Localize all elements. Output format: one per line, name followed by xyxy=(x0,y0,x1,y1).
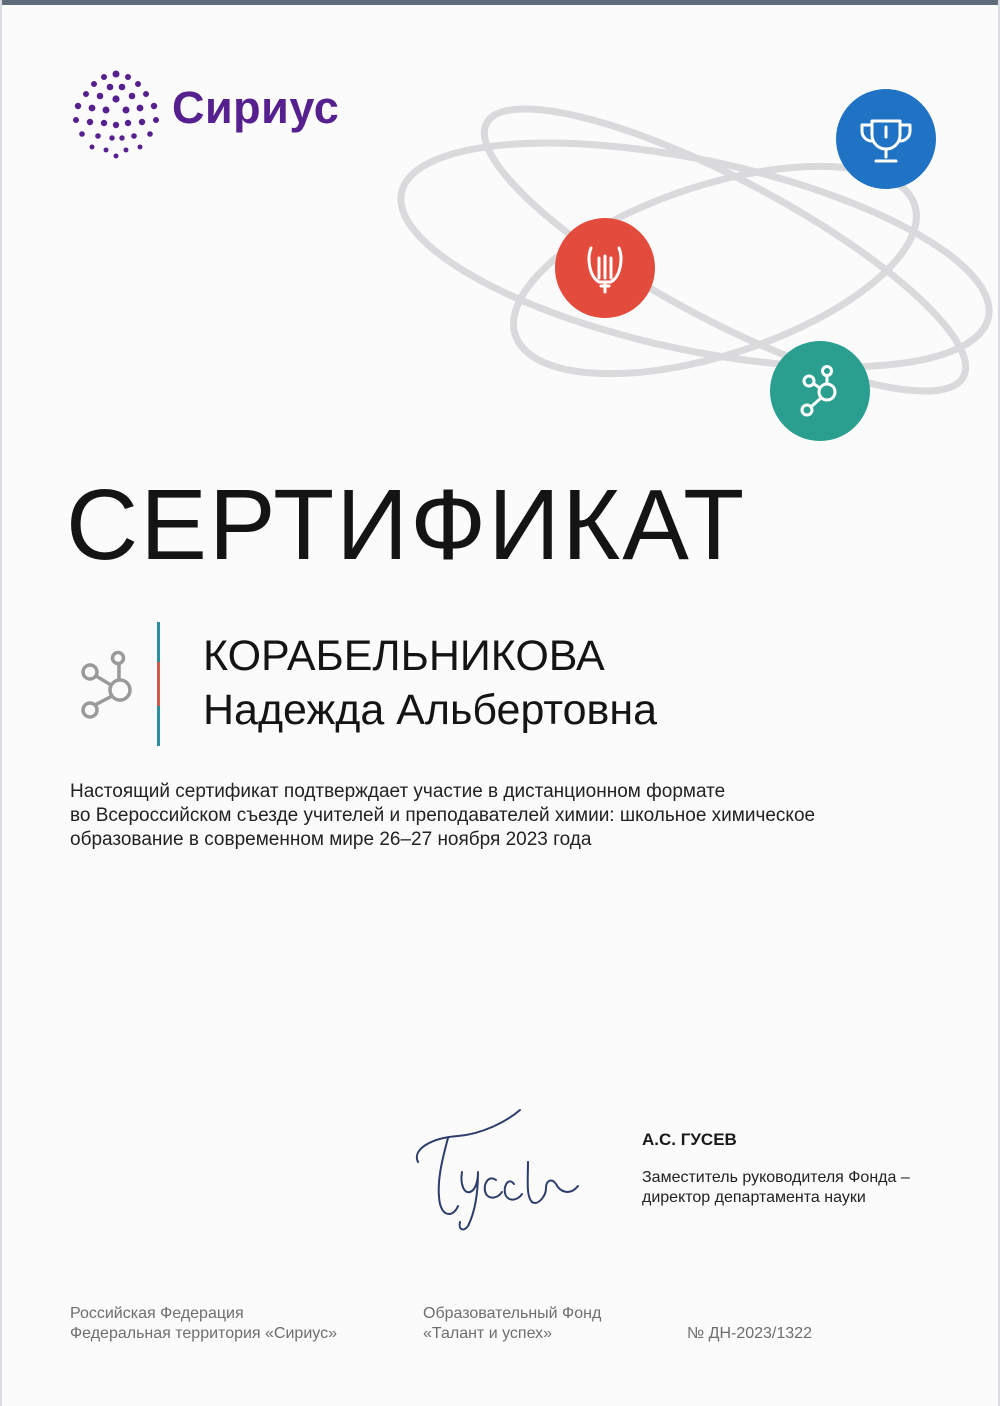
certificate-number-text: № ДН-2023/1322 xyxy=(687,1325,812,1342)
body-line: во Всероссийском съезде учителей и преподавателей химии: школьное химическое xyxy=(70,805,816,826)
footer-foundation xyxy=(423,1304,601,1344)
molecule-icon xyxy=(76,648,136,720)
handwritten-signature xyxy=(410,1100,590,1240)
trophy-medal xyxy=(836,89,936,189)
footer-line: «Талант и успех» xyxy=(423,1325,553,1342)
lyre-medal xyxy=(555,218,655,318)
signer-role xyxy=(642,1168,910,1208)
footer-location xyxy=(70,1304,337,1344)
lyre-icon xyxy=(555,218,655,318)
left-border xyxy=(0,0,2,1406)
certificate-title: СЕРТИФИКАТ xyxy=(66,469,747,581)
certificate-number xyxy=(687,1324,812,1344)
signer-role-line: Заместитель руководителя Фонда – xyxy=(642,1169,910,1186)
sirius-star-icon xyxy=(70,68,162,160)
molecule-icon xyxy=(770,341,870,441)
top-border xyxy=(0,0,1000,5)
brand-name: Сириус xyxy=(172,82,340,133)
molecule-medal xyxy=(770,341,870,441)
sirius-logo xyxy=(70,68,370,158)
body-line: Настоящий сертификат подтверждает участие в дистанционном формате xyxy=(70,781,726,802)
signer-role-line: директор департамента науки xyxy=(642,1189,866,1206)
footer-line: Российская Федерация xyxy=(70,1305,244,1322)
signer-name: А.С. ГУСЕВ xyxy=(642,1130,737,1149)
footer-line: Федеральная территория «Сириус» xyxy=(70,1325,337,1342)
footer-line: Образовательный Фонд xyxy=(423,1305,602,1322)
name-accent-bar xyxy=(157,622,160,746)
certificate-body xyxy=(70,780,900,852)
recipient-given-names: Надежда Альбертовна xyxy=(203,686,658,734)
trophy-icon xyxy=(836,89,936,189)
recipient-surname: КОРАБЕЛЬНИКОВА xyxy=(203,632,605,680)
body-line: образование в современном мире 26–27 ноября 2023 года xyxy=(70,829,592,850)
